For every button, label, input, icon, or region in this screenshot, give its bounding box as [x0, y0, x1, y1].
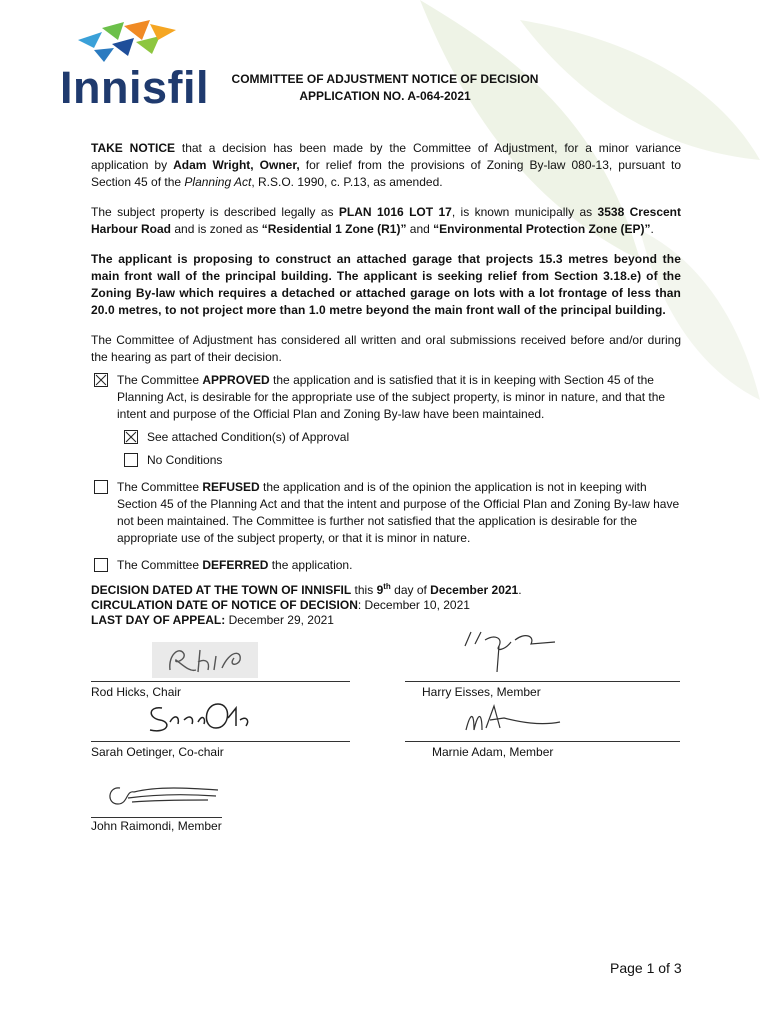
- signature-line-raimondi: [91, 817, 222, 818]
- decision-block: [91, 579, 522, 628]
- signatory-oetinger: Sarah Oetinger, Co-chair: [91, 745, 224, 759]
- take-notice-label: TAKE NOTICE: [91, 141, 175, 155]
- logo-wordmark: Innisfil: [60, 62, 209, 113]
- no-conditions-checkbox[interactable]: [124, 453, 138, 467]
- decision-dated: DECISION DATED AT THE TOWN OF INNISFIL this 9th day of December 2021.: [91, 582, 522, 597]
- conditions-checkbox[interactable]: [124, 430, 138, 444]
- approved-checkbox[interactable]: [94, 373, 108, 387]
- applicant-name: Adam Wright, Owner,: [173, 158, 300, 172]
- option-refused: The Committee REFUSED the application and is of the opinion the application is not in keeping with Section 45 of the Planning Act and that the intent and purpose of the Official Plan and Zoning By-law have not been maintained. The Committee is further not satisfied that the application is desirable for the appropriate use of the subject property, or that it is minor in nature.: [91, 479, 681, 547]
- page-number: Page 1 of 3: [610, 960, 682, 976]
- signature-raimondi: [98, 778, 228, 814]
- signatory-adam: Marnie Adam, Member: [432, 745, 554, 759]
- proposal-paragraph: The applicant is proposing to construct an attached garage that projects 15.3 metres beyond the main front wall of the principal building. The applicant is seeking relief from Section 3.18.e) of the Zoning By-law which requires a detached or attached garage on lots with a lot frontage of less than 20.0 metres, to not project more than 1.0 metre beyond the main front wall of the principal building.: [91, 252, 681, 317]
- notice-body: [91, 140, 681, 580]
- option-no-conditions: No Conditions: [121, 452, 681, 469]
- option-deferred: The Committee DEFERRED the application.: [91, 557, 681, 574]
- document-header: [200, 71, 570, 105]
- option-conditions: See attached Condition(s) of Approval: [121, 429, 681, 446]
- signature-line-eisses: [405, 681, 680, 682]
- check-x-icon: [95, 374, 107, 386]
- take-notice-paragraph: TAKE NOTICE that a decision has been made by the Committee of Adjustment, for a minor variance application by Adam Wright, Owner, for relief from the provisions of Zoning By-law 080-13, pursuant to Section 45 of the Planning Act, R.S.O. 1990, c. P.13, as amended.: [91, 141, 681, 189]
- signature-hicks: [150, 640, 260, 680]
- legal-description: PLAN 1016 LOT 17: [338, 205, 452, 219]
- considered-paragraph: The Committee of Adjustment has considered all written and oral submissions received before and/or during the hearing as part of their decision.: [91, 333, 681, 364]
- refused-checkbox[interactable]: [94, 480, 108, 494]
- signature-line-hicks: [91, 681, 350, 682]
- signatory-hicks: Rod Hicks, Chair: [91, 685, 182, 699]
- last-day-of-appeal: LAST DAY OF APPEAL: December 29, 2021: [91, 613, 334, 627]
- property-paragraph: The subject property is described legally as PLAN 1016 LOT 17, is known municipally as 3538 Crescent Harbour Road and is zoned as “Residential 1 Zone (R1)” and “Environmental Protection Zone (EP)”.: [91, 205, 681, 236]
- signature-line-oetinger: [91, 741, 350, 742]
- application-number: APPLICATION NO. A-064-2021: [299, 89, 471, 103]
- deferred-checkbox[interactable]: [94, 558, 108, 572]
- property-address: 3538 Crescent Harbour Road: [91, 205, 681, 236]
- signature-oetinger: [140, 696, 260, 738]
- signatory-eisses: Harry Eisses, Member: [422, 685, 541, 699]
- circulation-date: CIRCULATION DATE OF NOTICE OF DECISION: December 10, 2021: [91, 598, 470, 612]
- signature-adam: [460, 700, 570, 740]
- check-x-icon: [125, 431, 137, 443]
- header-title: COMMITTEE OF ADJUSTMENT NOTICE OF DECISION: [231, 72, 539, 86]
- signatory-raimondi: John Raimondi, Member: [91, 819, 222, 833]
- signature-line-adam: [405, 741, 680, 742]
- signature-eisses: [455, 626, 565, 681]
- innisfil-logo: [56, 18, 216, 113]
- logo-petals-icon: [72, 18, 182, 66]
- option-approved: The Committee APPROVED the application and is satisfied that it is in keeping with Section 45 of the Planning Act, is desirable for the appropriate use of the subject property, is minor in nature, and that the intent and purpose of the Official Plan and Zoning By-law have been maintained.: [91, 372, 681, 423]
